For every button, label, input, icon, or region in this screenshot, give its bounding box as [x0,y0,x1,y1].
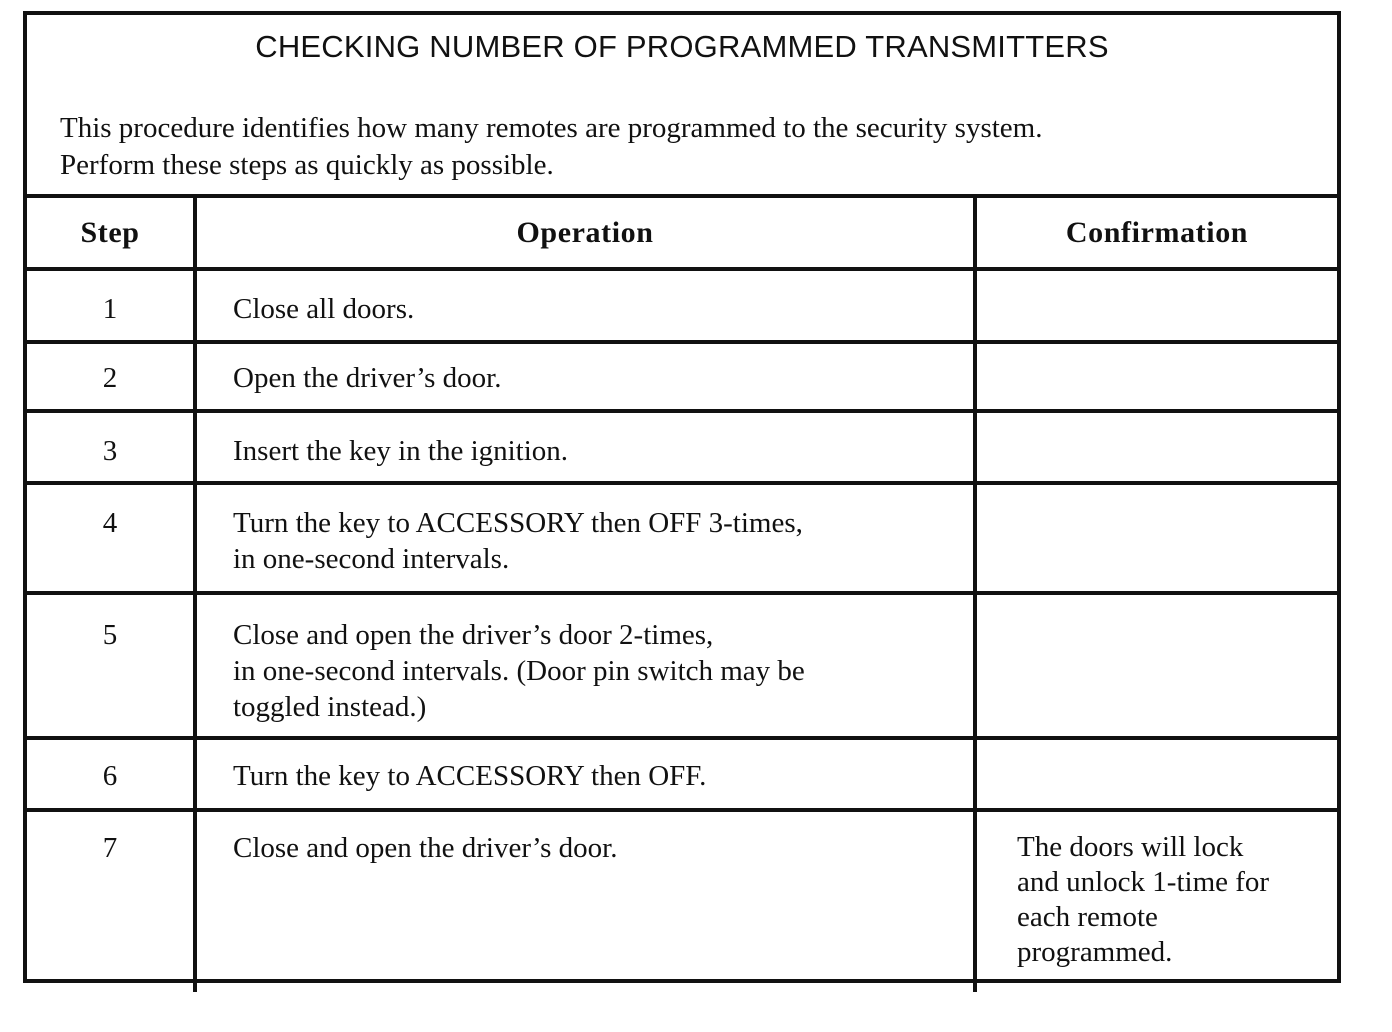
intro-text [60,110,1310,184]
table-row [27,812,1337,992]
table-row [27,413,1337,485]
step-confirmation [973,485,1337,591]
table-row [27,271,1337,344]
operation-line: toggled instead.) [233,691,427,723]
operation-line: Open the driver’s door. [233,362,502,394]
operation-line: Close all doors. [233,293,415,325]
step-confirmation [973,413,1337,481]
step-number: 4 [102,507,118,539]
step-number: 2 [102,362,118,394]
step-operation [193,812,973,992]
step-number: 3 [102,435,118,467]
table-row [27,595,1337,740]
step-confirmation [973,344,1337,409]
operation-line: Turn the key to ACCESSORY then OFF. [233,760,707,792]
operation-line: Insert the key in the ignition. [233,435,569,467]
header-confirmation: Confirmation [973,198,1337,267]
steps-table [27,198,1337,992]
step-operation [193,485,973,591]
operation-line: Close and open the driver’s door. [233,832,618,864]
step-operation [193,271,973,340]
table-row [27,740,1337,812]
header-step: Step [80,216,140,249]
confirmation-line: programmed. [1017,936,1173,968]
intro-line-2: Perform these steps as quickly as possible. [60,149,554,181]
step-operation [193,413,973,481]
step-operation [193,740,973,808]
step-number: 5 [102,619,118,651]
table-header-row [27,198,1337,271]
confirmation-line: each remote [1017,901,1158,933]
step-confirmation [973,740,1337,808]
procedure-header [27,15,1337,198]
intro-line-1: This procedure identifies how many remotes are programmed to the security system. [60,112,1043,144]
page-title: CHECKING NUMBER OF PROGRAMMED TRANSMITTERS [255,29,1109,64]
confirmation-line: The doors will lock [1017,831,1244,863]
step-operation [193,344,973,409]
step-confirmation [973,595,1337,736]
step-operation [193,595,973,736]
step-number: 7 [102,832,118,864]
table-row [27,485,1337,595]
operation-line: Close and open the driver’s door 2-times, [233,619,714,651]
procedure-table-frame [23,11,1341,983]
table-row [27,344,1337,413]
operation-line: in one-second intervals. [233,543,510,575]
header-operation: Operation [193,198,973,267]
step-number: 1 [102,293,118,325]
confirmation-line: and unlock 1-time for [1017,866,1270,898]
operation-line: Turn the key to ACCESSORY then OFF 3-times, [233,507,803,539]
step-number: 6 [102,760,118,792]
step-confirmation [973,271,1337,340]
step-confirmation [973,812,1337,992]
operation-line: in one-second intervals. (Door pin switch may be [233,655,805,687]
